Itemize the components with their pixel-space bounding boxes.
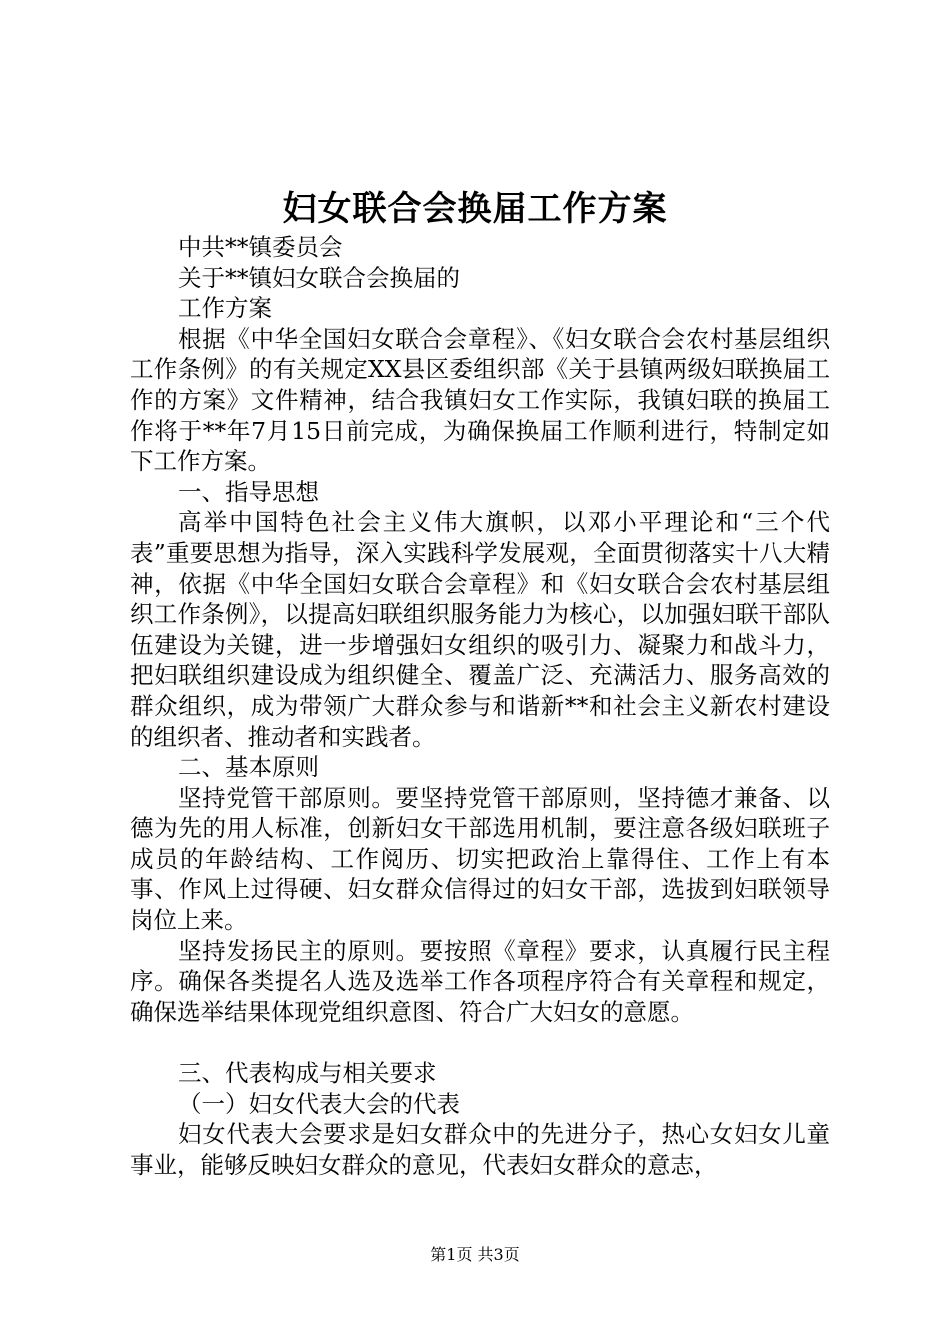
document-body: [130, 232, 830, 1180]
intro-paragraph: 根据《中华全国妇女联合会章程》、《妇女联合会农村基层组织工作条例》的有关规定XX县区委组织部《关于县镇两级妇联换届工作的方案》文件精神，结合我镇妇女工作实际，我镇妇联的换届工作将于**年7月15日前完成，为确保换届工作顺利进行，特制定如下工作方案。: [130, 324, 830, 476]
section-3-subheading: （一）妇女代表大会的代表: [178, 1089, 460, 1118]
section-3-paragraph: 妇女代表大会要求是妇女群众中的先进分子，热心女妇女儿童事业，能够反映妇女群众的意见，代表妇女群众的意志，: [130, 1120, 830, 1179]
section-3-heading: 三、代表构成与相关要求: [178, 1059, 437, 1088]
document-title: 妇女联合会换届工作方案: [282, 189, 668, 229]
section-2-paragraph-1: 坚持党管干部原则。要坚持党管干部原则，坚持德才兼备、以德为先的用人标准，创新妇女干部选用机制，要注意各级妇联班子成员的年龄结构、工作阅历、切实把政治上靠得住、工作上有本事、作风上过得硬、妇女群众信得过的妇女干部，选拔到妇联领导岗位上来。: [130, 783, 830, 935]
section-2-paragraph-2: 坚持发扬民主的原则。要按照《章程》要求，认真履行民主程序。确保各类提名人选及选举工作各项程序符合有关章程和规定，确保选举结果体现党组织意图、符合广大妇女的意愿。: [130, 936, 830, 1026]
header-line-issuer: 中共**镇委员会: [178, 233, 343, 261]
header-line-subject: 关于**镇妇女联合会换届的: [178, 263, 460, 292]
section-2-heading: 二、基本原则: [178, 753, 319, 782]
section-1-heading: 一、指导思想: [178, 477, 319, 506]
page-number-footer: 第1页 共3页: [430, 1245, 520, 1264]
section-1-paragraph: 高举中国特色社会主义伟大旗帜，以邓小平理论和“三个代表”重要思想为指导，深入实践科学发展观，全面贯彻落实十八大精神，依据《中华全国妇女联合会章程》和《妇女联合会农村基层组织工作条例》，以提高妇联组织服务能力为核心，以加强妇联干部队伍建设为关键，进一步增强妇女组织的吸引力、凝聚力和战斗力，把妇联组织建设成为组织健全、覆盖广泛、充满活力、服务高效的群众组织，成为带领广大群众参与和谐新**和社会主义新农村建设的组织者、推动者和实践者。: [130, 508, 830, 751]
header-line-doc-type: 工作方案: [178, 294, 272, 323]
